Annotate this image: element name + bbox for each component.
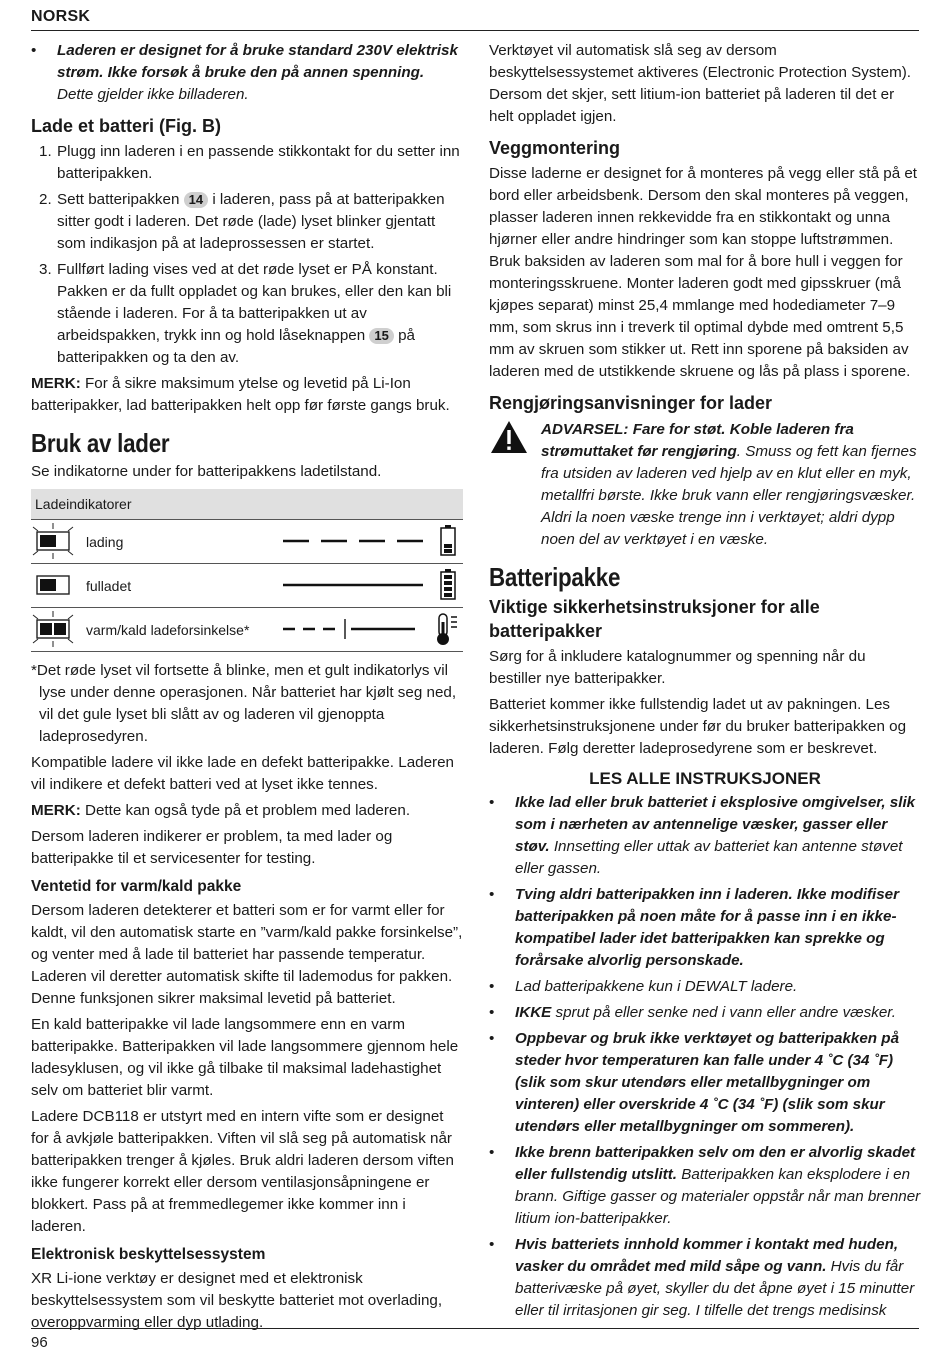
right-column	[489, 40, 921, 1326]
row-label-hot-cold: varm/kald ladeforsinkelse*	[86, 622, 250, 638]
figure-badge-14: 14	[184, 192, 208, 208]
steady-light-icon	[37, 576, 69, 594]
use-heading: Bruk av lader	[31, 428, 170, 458]
warning-italic: . Smuss og fett kan fjernes fra utsiden av laderen ved hjelp av en klut eller en myk, metallfri børste. Ikke bruk vann eller rengjøringsvæsker. Aldri la noen væske trenge inn i verktøyet; aldri dypp noen del av verktøyet i en væske.	[541, 443, 917, 548]
safety-paragraph-2: Batteriet kommer ikke fullstendig ladet ut av pakningen. Les sikkerhetsinstruksjonene under før du bruker batteripakken og laderen. Følg deretter ladeprosedyrene som er beskrevet.	[489, 696, 907, 757]
charge-indicator-table	[31, 489, 463, 652]
warning-triangle-icon	[489, 419, 529, 455]
header-rule	[31, 30, 919, 31]
safety-bullet: • IKKE sprut på eller senke ned i vann eller andre væsker.	[489, 1004, 897, 1021]
table-row-charging	[31, 519, 463, 563]
battery-heading: Batteripakke	[489, 562, 621, 592]
eps-continued: Verktøyet vil automatisk slå seg av dersom beskyttelsessystemet aktiveres (Electronic Protection System). Dersom det skjer, sett litium-ion batteriet på laderen til det er helt oppladet igjen.	[489, 42, 912, 125]
row-label-charging: lading	[86, 534, 124, 550]
wait-paragraph-3: Ladere DCB118 er utstyrt med en intern vifte som er designet for å avkjøle batteripakken. Viften vil slå seg på automatisk når batteripakken trenger å kjøles. Bruk aldri laderen dersom viften ikke fungerer korrekt eller dersom ventilasjonsåpningene er blokkert. Pass på at fremmedlegemer ikke kommer inn i laderen.	[31, 1108, 454, 1235]
step-1: 1. Plugg inn laderen i en passende stikkontakt for du setter inn batteripakken.	[39, 143, 460, 182]
left-column	[31, 40, 463, 1338]
eps-paragraph: XR Li-ione verktøy er designet med et elektronisk beskyttelsessystem som vil beskytte batteriet mot overlading, overoppvarming eller dyp utlading.	[31, 1270, 443, 1331]
note-first-charge: MERK: For å sikre maksimum ytelse og levetid på Li-Ion batteripakker, lad batteripakken helt opp før første gangs bruk.	[31, 375, 450, 414]
battery-full-icon	[441, 569, 455, 599]
intro-bullet-bold: Laderen er designet for å bruke standard 230V elektrisk strøm. Ikke forsøk å bruke den på annen spenning.	[57, 42, 458, 81]
thermometer-icon	[437, 614, 457, 645]
step-2: 2. Sett batteripakken 14 i laderen, pass på at batteripakken sitter godt i laderen. Det røde (lade) lyset blinker gjentatt som indikasjon på at ladeprossessen er startet.	[39, 191, 445, 252]
clean-heading: Rengjøringsanvisninger for lader	[489, 393, 773, 413]
wait-paragraph-1: Dersom laderen detekterer et batteri som er for varmt eller for kaldt, vil den automatisk starte en ”varm/kald pakke forsinkelse”, og venter med å lade til batteriet har passende temperatur. Laderen vil deretter automatisk skifte til lademodus for pakken. Denne funksjonen sikrer maksimal levetid på batteriet.	[31, 902, 463, 1007]
figure-badge-15: 15	[369, 328, 393, 344]
footnote: *Det røde lyset vil fortsette å blinke, men et gult indikatorlys vil lyse under denne operasjonen. Når batteriet har kjølt seg ned, vil det gule lyset bli slått av og laderen vil gjenoppta ladeprosedyren.	[31, 662, 457, 745]
step-1-text: Plugg inn laderen i en passende stikkontakt for du setter inn batteripakken.	[57, 143, 460, 182]
table-row-full	[31, 563, 463, 607]
para-defect: Kompatible ladere vil ikke lade en defekt batteripakke. Laderen vil indikere et defekt batteri ved at lyset ikke tennes.	[31, 754, 454, 793]
charging-heading: Lade et batteri (Fig. B)	[31, 116, 222, 136]
safety-bullet: • Oppbevar og bruk ikke verktøyet og batteripakken på steder hvor temperaturen kan falle under 4 ˚C (34 ˚F) (slik som skur utendørs eller metallbygninger om vinteren) eller overskride 4 ˚C (34 ˚F) (slik som skur utendørs eller metallbygninger om sommeren).	[489, 1030, 900, 1135]
safety-bullet: • Ikke brenn batteripakken selv om den er alvorlig skadet eller fullstendig utslitt. Batteripakken kan eksplodere i en brann. Giftige gasser og materialer oppstår når man brenner litium ion-batteripakker.	[489, 1144, 921, 1227]
safety-heading: Viktige sikkerhetsinstruksjoner for alle batteripakker	[489, 597, 820, 641]
battery-charging-icon	[441, 525, 455, 555]
dash-solid-line-indicator	[283, 619, 415, 639]
safety-bullet: • Hvis batteriets innhold kommer i kontakt med huden, vasker du området med mild såpe og vann. Hvis du får batterivæske på øyet, skyller du det åpne øyet i 15 minutter eller til irritasjonen gir seg. I tilfelle det trengs medisinsk	[489, 1236, 915, 1319]
safety-bullet: • Tving aldri batteripakken inn i laderen. Ikke modifiser batteripakken på noen måte for å passe inn i en ikke-kompatibel lader idet batteripakken kan sprekke og forårsake alvorlig personskade.	[489, 886, 900, 969]
wait-paragraph-2: En kald batteripakke vil lade langsommere enn en varm batteripakke. Batteripakken vil lade langsommere gjennom hele ladesyklusen, og vil ikke gå tilbake til maksimal ladehastighet selv om batteriet blir varmt.	[31, 1016, 459, 1099]
row-label-full: fulladet	[86, 578, 132, 594]
safety-bullet: • Ikke lad eller bruk batteriet i eksplosive omgivelser, slik som i nærheten av antennelige væsker, gasser eller støv. Innsetting eller uttak av batteriet kan antenne støvet eller gassen.	[489, 794, 916, 877]
intro-bullet-italic: Dette gjelder ikke billaderen.	[57, 86, 249, 103]
table-row-hot-cold	[31, 607, 463, 651]
safety-paragraph-1: Sørg for å inkludere katalognummer og spenning når du bestiller nye batteripakker.	[489, 648, 866, 687]
wait-heading: Ventetid for varm/kald pakke	[31, 878, 242, 895]
warning-bold: ADVARSEL: Fare for støt. Koble laderen fra strømuttaket før rengjøring	[541, 421, 854, 460]
read-all-heading: LES ALLE INSTRUKSJONER	[589, 769, 821, 788]
wall-paragraph: Disse laderne er designet for å monteres på vegg eller stå på et bord eller arbeidsbenk. Dersom den skal monteres på veggen, plasser laderen innen rekkevidde fra en stikkontakt og unna hjørner eller andre hindringer som kan stoppe luftstrømmen. Bruk baksiden av laderen som mal for å bore hull i veggen for monteringsskruene. Monter laderen godt med gipsskruer (må kjøpes separat) minst 25,4 mmlange med hodediameter 7–9 mm, som skrus inn i treverk til optimal dybde med omtrent 5,5 mm av skruen som stikker ut. Rett inn sporene på baksiden av laderen med de utstikkende skruene og lås på plass i sporene.	[489, 165, 918, 380]
step-3: 3. Fullført lading vises ved at det røde lyset er PÅ konstant. Pakken er da fullt oppladet og kan brukes, eller den kan bli stående i laderen. For å ta batteripakken ut av arbeidspakken, trykk inn og hold låseknappen 15 på batteripakken og ta den av.	[39, 261, 452, 366]
eps-heading: Elektronisk beskyttelsessystem	[31, 1246, 266, 1263]
page-header-language: NORSK	[31, 8, 91, 25]
blinking-light-icon	[33, 523, 73, 559]
safety-bullet: • Lad batteripakkene kun i DEWALT ladere.	[489, 978, 798, 995]
dual-light-icon	[33, 611, 73, 647]
page-number: 96	[31, 1334, 48, 1351]
footer-rule	[31, 1328, 919, 1329]
table-header: Ladeindikatorer	[31, 489, 463, 519]
wall-heading: Veggmontering	[489, 138, 621, 158]
use-intro: Se indikatorne under for batteripakkens ladetilstand.	[31, 463, 382, 480]
intro-bullet: • Laderen er designet for å bruke standard 230V elektrisk strøm. Ikke forsøk å bruke den på annen spenning. Dette gjelder ikke billaderen.	[31, 42, 458, 103]
warning-block	[489, 419, 921, 551]
note-charger-problem: MERK: Dette kan også tyde på et problem med laderen.	[31, 802, 411, 819]
para-service: Dersom laderen indikerer er problem, ta med lader og batteripakke til et servicesenter for testing.	[31, 828, 393, 867]
